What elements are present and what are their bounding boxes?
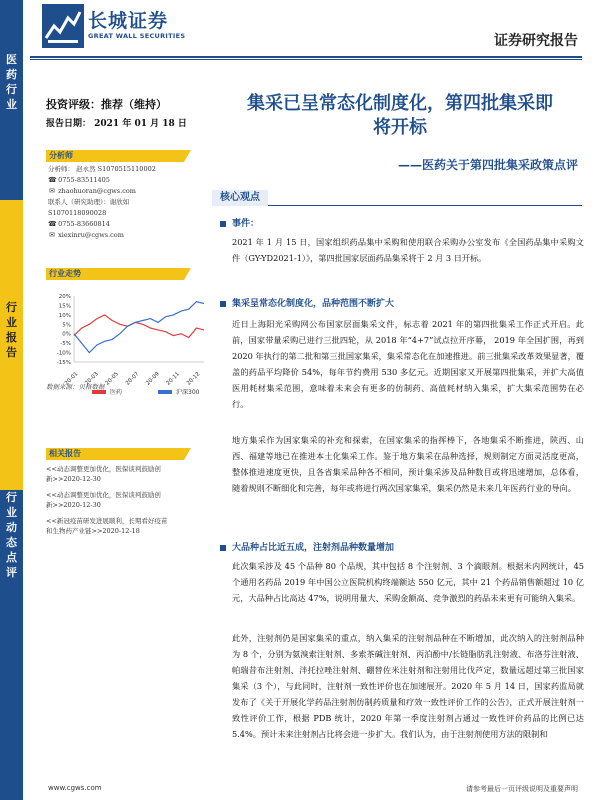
legend-label: 沪深300 <box>176 389 200 396</box>
y-tick-label: 10% <box>58 312 71 319</box>
series-line <box>74 315 204 338</box>
x-tick-label: 20-05 <box>104 371 121 387</box>
email-icon: ✉ <box>49 187 55 195</box>
report-kind-label: 行 业 报 告 <box>6 301 17 359</box>
core-views-bar <box>212 190 582 206</box>
bullet-normalization: 集采呈常态化制度化，品种范围不断扩大 <box>220 296 394 309</box>
x-tick-label: 20-09 <box>145 371 161 387</box>
phone-icon: ☎ <box>48 176 57 184</box>
related-report-link[interactable]: <<动态调整更加优化，医保谈判鼓励创 新>>2020-12-30 <box>46 465 161 483</box>
footer-disclaimer: 请参考最后一页评级说明及重要声明 <box>466 785 578 793</box>
great-wall-logo-icon <box>42 4 84 48</box>
report-subtitle: ——医药关于第四批集采政策点评 <box>397 158 578 172</box>
logo <box>42 4 200 52</box>
trend-section-header: 行业走势 <box>46 268 196 280</box>
email-icon: ✉ <box>49 231 55 239</box>
contact-line: 联系人（研究助理）：谢欣如 <box>48 198 130 206</box>
paragraph: 近日上海阳光采购网公布国家层面集采文件，标志着 2021 年的第四批集采工作正式开启。此前，国家带量采购已进行三批四轮，从 2018 年“4+7”试点拉开序幕， 2019 年全国扩围，再到 2020 年执行的第二批和第三批国家集采，集采常态化在加速推进。前三批集采改革效果显著，覆盖的药品平均降价 54%，每年节约费用 530 多亿元。近期国家又开展第四批集采，并扩大高值医用耗材集采范围，意味着未来会有更多的仿制药、高值耗材纳入集采，扩大集采范围势在必行。 <box>232 319 584 409</box>
contact-line: S1070118090028 <box>48 209 107 217</box>
contact-line[interactable]: ✉ zhaohuoran@cgws.com <box>49 187 136 195</box>
report-title: 集采已呈常态化制度化，第四批集采即 将开标 <box>247 93 553 138</box>
x-tick-label: 20-11 <box>165 371 182 387</box>
data-source: 数据来源：贝格数据 <box>46 383 105 391</box>
x-tick-label: 20-03 <box>84 371 100 387</box>
header-divider <box>30 56 582 58</box>
analyst-contact <box>48 164 156 241</box>
x-tick-label: 20-01 <box>63 371 80 387</box>
x-tick-label: 20-12 <box>185 371 202 387</box>
report-subtype-label: 行 业 动 态 点 评 <box>6 491 17 579</box>
investment-rating: 投资评级：推荐（维持） <box>46 98 167 111</box>
report-type: 证券研究报告 <box>494 33 578 49</box>
phone-icon: ☎ <box>48 220 57 228</box>
square-bullet-icon <box>220 221 226 227</box>
y-tick-label: 20% <box>58 294 71 300</box>
y-tick-label: 0% <box>62 331 71 338</box>
paragraph: 2021 年 1 月 15 日，国家组织药品集中采购和使用联合采购办公室发布《全国药品集中采购文件（GY-YD2021-1）》，第四批国家层面药品集采将于 2 月 3 日开标。 <box>232 237 584 263</box>
contact-line: 分析师： 赵永然 S1070515110002 <box>48 165 156 173</box>
contact-line[interactable]: ✉ xiexinru@cgws.com <box>49 231 124 239</box>
series-line <box>74 302 204 353</box>
x-tick-label: 20-07 <box>124 371 141 387</box>
logo-text: 长城证券 <box>88 10 169 32</box>
square-bullet-icon <box>220 301 226 307</box>
paragraph: 此次集采涉及 45 个品种 80 个品规，其中包括 8 个注射剂、3 个滴眼剂。根据米内网统计，45 个通用名药品 2019 年中国公立医院机构终端额达 550 亿元，其中 21 个药品销售额超过 10 亿元，大品种占比高达 47%，说明用量大、采购金额高、竞争激烈的药品未来更有可能纳入集采。 <box>232 561 584 603</box>
contact-line: ☎ 0755-83511405 <box>48 176 110 184</box>
y-tick-label: -15% <box>56 360 71 366</box>
paragraph: 地方集采作为国家集采的补充和探索，在国家集采的指挥棒下，各地集采不断推进，陕西、山西、福建等地已在推进本土化集采工作。鉴于地方集采在品种选择，规则制定方面灵活度更高，整体推进速度更快，且各省集采品种各不相同，预计集采涉及品种数目或将迅速增加，总体看，随着规则不断细化和完善，每年或将进行两次国家集采，集采仍然是未来几年医药行业的导向。 <box>232 435 584 493</box>
analyst-section-header: 分析师 <box>46 150 196 162</box>
bullet-event: 事件： <box>220 216 259 229</box>
y-tick-label: -5% <box>60 341 71 348</box>
square-bullet-icon <box>220 545 226 551</box>
related-report-link[interactable]: <<动态调整更加优化，医保谈判鼓励创 新>>2020-12-30 <box>46 491 161 509</box>
contact-line: ☎ 0755-83660814 <box>48 220 110 228</box>
paragraph: 此外，注射剂仍是国家集采的重点，纳入集采的注射剂品种在不断增加，此次纳入的注射剂品种为 8 个，分别为氨溴索注射剂、多索茶碱注射剂、丙泊酚中/长链脂肪乳注射液、布洛芬注射液、帕瑞昔布注射剂、泮托拉唑注射剂、硼替佐米注射剂和注射用比伐芦定，数量远超过第三批国家集采（3 个），与此同时，注射剂一致性评价也在加速展开。2020 年 5 月 14 日，国家药监局就发布了《关于开展化学药品注射剂仿制药质量和疗效一致性评价工作的公告》，正式开展注射剂一致性评价工作，根据 PDB 统计，2020 年第一季度注射剂占通过一致性评价药品的比例已达 5.4%。预计未来注射剂占比将会进一步扩大。我们认为，由于注射剂使用方法的限制和 <box>232 633 584 739</box>
side-band <box>0 0 23 800</box>
footer-website[interactable]: www.cgws.com <box>48 784 102 792</box>
report-date: 报告日期： 2021 年 01 月 18 日 <box>46 119 187 129</box>
y-tick-label: -10% <box>56 350 71 357</box>
logo-subtext: GREAT WALL SECURITIES <box>88 32 186 40</box>
bullet-large-varieties: 大品种占比近五成，注射剂品种数量增加 <box>220 540 394 553</box>
related-report-link[interactable]: <<新冠疫苗研发进展顺利，长期看好疫苗 和生物药产业链>>2020-12-18 <box>46 517 168 535</box>
legend-swatch <box>158 390 172 394</box>
sector-label: 医 药 行 业 <box>6 53 17 111</box>
related-section-header: 相关报告 <box>46 448 196 460</box>
y-tick-label: 5% <box>62 322 71 329</box>
core-views-label: 核心观点 <box>212 190 268 206</box>
y-tick-label: 15% <box>58 303 71 310</box>
header-divider-thin <box>30 59 582 60</box>
legend-label: 医药 <box>110 389 123 396</box>
